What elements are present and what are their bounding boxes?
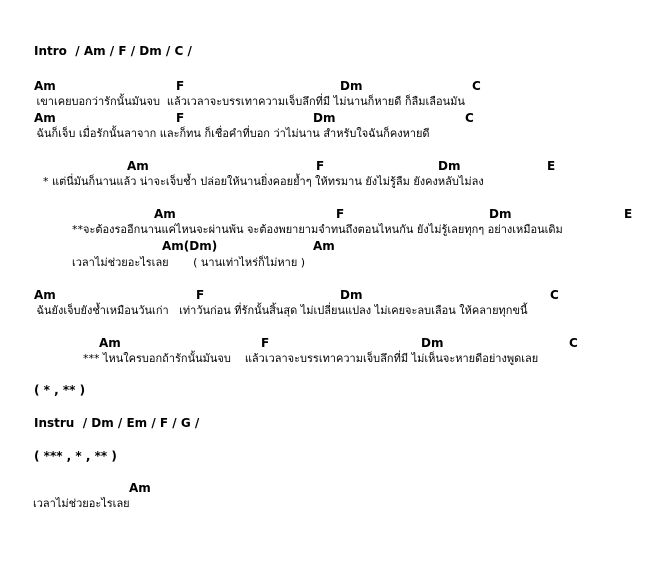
chord: C bbox=[550, 288, 559, 302]
lyric-line-hook: **จะต้องรออีกนานแค่ไหนจะผ่านพ้น จะต้องพยายามจำทนถึงตอนไหนกัน ยังไม่รู้เลยทุกๆ อย่างเหมือนเดิม bbox=[72, 223, 563, 236]
lyric-line-outro: เวลาไม่ช่วยอะไรเลย bbox=[33, 497, 130, 510]
chord: Dm bbox=[489, 207, 512, 221]
chord: Am(Dm) bbox=[162, 239, 218, 253]
chord: F bbox=[336, 207, 345, 221]
chord-line-v4 bbox=[0, 337, 671, 351]
chord: F bbox=[176, 111, 185, 125]
chord: F bbox=[261, 336, 270, 350]
chord: Dm bbox=[340, 79, 363, 93]
chord-line-v3 bbox=[0, 289, 671, 303]
chord: F bbox=[196, 288, 205, 302]
lyric-line-v4: *** ไหนใครบอกถ้ารักนั้นมันจบ แล้วเวลาจะบรรเทาความเจ็บลึกที่มี ไม่เห็นจะหายดีอย่างพูดเลย bbox=[83, 352, 539, 365]
chord: Am bbox=[154, 207, 176, 221]
chord-line-v2 bbox=[0, 112, 671, 126]
repeat-line-1: ( * , ** ) bbox=[34, 383, 86, 397]
chord: Dm bbox=[421, 336, 444, 350]
intro-line: Intro / Am / F / Dm / C / bbox=[34, 44, 192, 58]
lyric-line-pre: * แต่นี่มันก็นานแล้ว น่าจะเจ็บช้ำ ปล่อยให้นานยิ่งคอยย้ำๆ ให้ทรมาน ยังไม่รู้ลืม ยังคงหลับไม่ลง bbox=[22, 175, 484, 188]
chord: E bbox=[547, 159, 556, 173]
lyric-line-v1: เขาเคยบอกว่ารักนั้นมันจบ แล้วเวลาจะบรรเทาความเจ็บลึกที่มี ไม่นานก็หายดี ก็ลืมเลือนมัน bbox=[33, 95, 465, 108]
chord: Am bbox=[127, 159, 149, 173]
chord: Dm bbox=[313, 111, 336, 125]
chord: Am bbox=[34, 111, 56, 125]
chord-line-pre bbox=[0, 160, 671, 174]
instru-line: Instru / Dm / Em / F / G / bbox=[34, 416, 200, 430]
lyric-line-v2: ฉันก็เจ็บ เมื่อรักนั้นลาจาก และก็ทน ก็เชื่อคำที่บอก ว่าไม่นาน สำหรับใจฉันก็คงหายดี bbox=[33, 127, 430, 140]
lyric-line-v3: ฉันยังเจ็บยังช้ำเหมือนวันเก่า เท่าวันก่อน ที่รักนั้นสิ้นสุด ไม่เปลี่ยนแปลง ไม่เคยจะลบเลือน ให้คลายทุกขนี้ bbox=[33, 304, 528, 317]
chord: E bbox=[624, 207, 633, 221]
lyric-line-hook2: เวลาไม่ช่วยอะไรเลย ( นานเท่าไหร่ก็ไม่หาย ) bbox=[72, 256, 306, 269]
chord-line-hook bbox=[0, 208, 671, 222]
chord: F bbox=[316, 159, 325, 173]
chord: Am bbox=[34, 288, 56, 302]
chord-line-hook2 bbox=[0, 240, 671, 254]
repeat-line-2: ( *** , * , ** ) bbox=[34, 449, 117, 463]
chord: Am bbox=[34, 79, 56, 93]
chord-line-outro bbox=[0, 482, 671, 496]
chord: Am bbox=[313, 239, 335, 253]
chord-line-v1 bbox=[0, 80, 671, 94]
chord: C bbox=[465, 111, 474, 125]
chord: Am bbox=[129, 481, 151, 495]
chord: C bbox=[472, 79, 481, 93]
chord: C bbox=[569, 336, 578, 350]
chord: Dm bbox=[340, 288, 363, 302]
chord: F bbox=[176, 79, 185, 93]
chord: Dm bbox=[438, 159, 461, 173]
chord: Am bbox=[99, 336, 121, 350]
